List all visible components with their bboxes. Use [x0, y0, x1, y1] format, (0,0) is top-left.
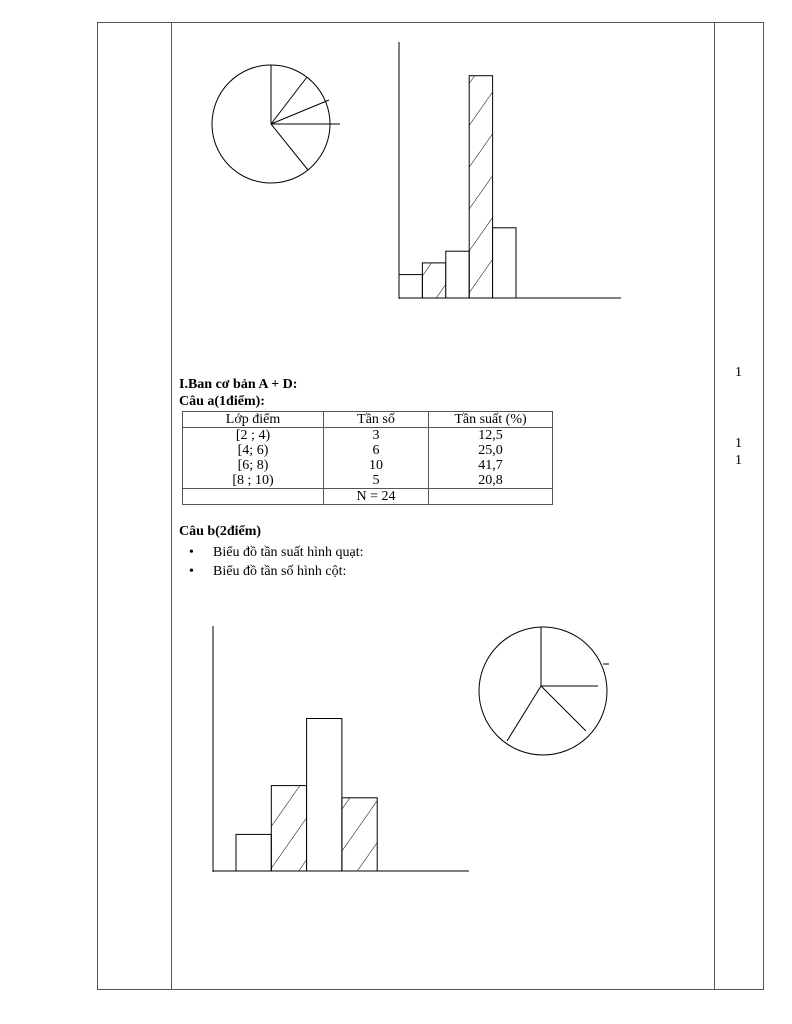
table-cell: [8 ; 10) [232, 473, 274, 488]
bar-1 [399, 275, 422, 298]
header-cell: Tần số [324, 412, 429, 428]
table-cell: [4; 6) [237, 443, 269, 458]
bar-5 [493, 228, 516, 298]
table-cell: 41,7 [478, 458, 503, 473]
table-header-row [183, 412, 553, 428]
bar-chart-bottom [213, 626, 469, 872]
pie-chart-top [212, 65, 340, 183]
bar-2 [422, 263, 445, 298]
bar-[2 ; 4) [236, 834, 271, 871]
table-cell: 5 [372, 473, 380, 488]
list-item: • Biểu đồ tần suất hình quạt: [180, 543, 363, 562]
bar-[4; 6) [271, 786, 306, 871]
question-a-label: Câu a(1điểm): [179, 394, 265, 409]
table-cell [183, 489, 324, 505]
frequency-table [182, 411, 553, 505]
score-mark: 1 [735, 436, 742, 451]
table-cell: [2 ; 4) [235, 428, 271, 443]
bullet-list [180, 543, 363, 581]
relative-frequency-column [429, 428, 553, 489]
score-mark: 1 [735, 365, 742, 380]
header-cell: Tần suất (%) [429, 412, 553, 428]
table-total-row [183, 489, 553, 505]
table-cell: 25,0 [478, 443, 503, 458]
table-cell: 10 [369, 458, 383, 473]
question-b-label: Câu b(2điểm) [179, 524, 262, 539]
section-title: I.Ban cơ bản A + D: [179, 377, 298, 392]
bar-[8 ; 10) [342, 798, 377, 871]
table-cell [429, 489, 553, 505]
total-cell: N = 24 [324, 489, 429, 505]
list-item: • Biểu đồ tần số hình cột: [180, 562, 363, 581]
score-mark: 1 [735, 453, 742, 468]
table-cell: 6 [372, 443, 380, 458]
table-cell: 3 [372, 428, 380, 443]
table-cell: 12,5 [478, 428, 503, 443]
table-cell: [6; 8) [237, 458, 269, 473]
bar-[6; 8) [307, 719, 342, 872]
header-cell: Lớp điểm [183, 412, 324, 428]
table-cell: 20,8 [478, 473, 503, 488]
table-data-block [183, 428, 553, 489]
bar-3 [446, 251, 469, 298]
bar-chart-top [399, 42, 621, 299]
bar-4 [469, 76, 492, 298]
class-column [183, 428, 324, 489]
pie-chart-bottom [479, 627, 609, 755]
frequency-column [324, 428, 429, 489]
